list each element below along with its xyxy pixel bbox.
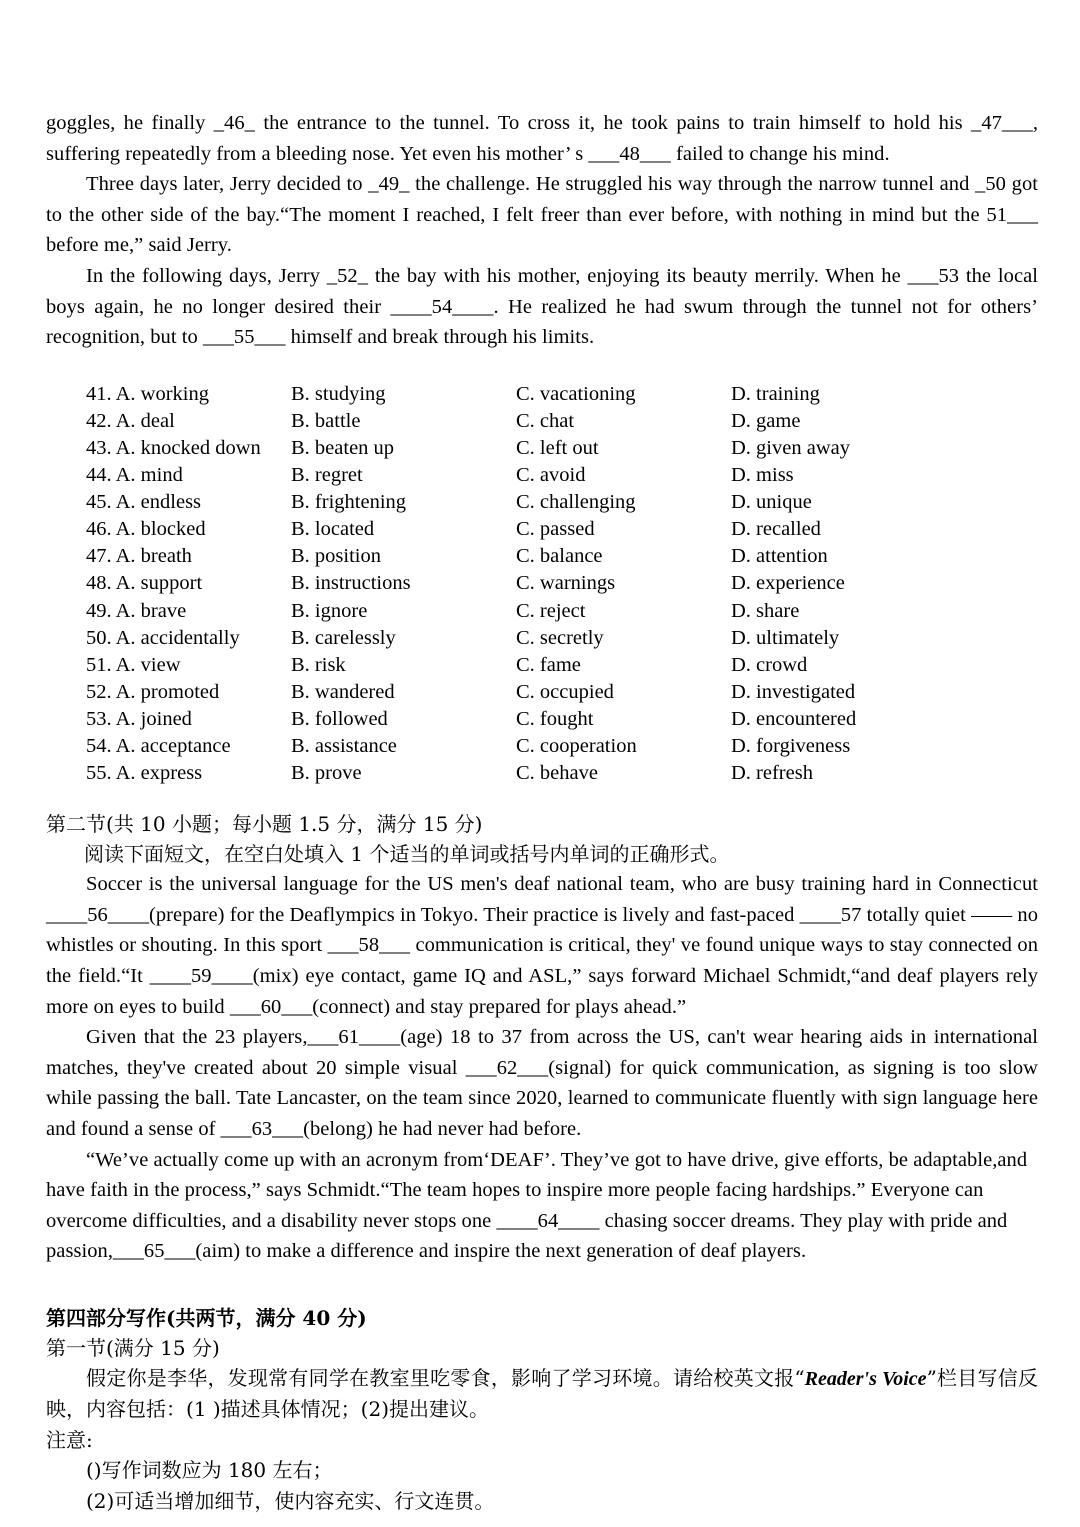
mc-option-a[interactable]: 46. A. blocked [86,518,206,541]
mc-option-c[interactable]: C. passed [516,518,595,541]
mc-option-d[interactable]: D. unique [731,491,812,514]
multiple-choice-row [86,543,1038,570]
mc-option-c[interactable]: C. avoid [516,464,586,487]
mc-option-a[interactable]: 42. A. deal [86,409,175,432]
section-four-subheading: 第一节(满分 15 分) [46,1335,220,1360]
multiple-choice-row [86,733,1038,760]
mc-option-b[interactable]: B. battle [291,409,361,432]
mc-option-c[interactable]: C. fought [516,707,594,730]
mc-option-c[interactable]: C. behave [516,762,598,785]
mc-option-d[interactable]: D. game [731,409,801,432]
mc-option-d[interactable]: D. experience [731,572,845,595]
mc-option-d[interactable]: D. investigated [731,680,856,703]
mc-option-d[interactable]: D. crowd [731,653,808,676]
section-four [46,1303,1038,1517]
cloze-paragraph-2: Three days later, Jerry decided to _49_ the challenge. He struggled his way through the narrow tunnel and _50 got to the other side of the bay.“The moment I reached, I felt freer than ever before, with nothing in mind but the 51___ before me,” said Jerry. [46,173,1038,257]
mc-option-a[interactable]: 47. A. breath [86,545,192,568]
note-item-1: ()写作词数应为 180 左右； [86,1458,333,1483]
mc-option-d[interactable]: D. attention [731,545,828,568]
mc-option-b[interactable]: B. frightening [291,491,407,514]
mc-option-d[interactable]: D. ultimately [731,626,840,649]
section-two-paragraph-2: Given that the 23 players,___61____(age) 18 to 37 from across the US, can't wear hearing aids in international matches, they've created about 20 simple visual ___62___(signal) for quick communication, as signing is too slow while passing the ball. Tate Lancaster, on the team since 2020, learned to communicate fluently with sign language here and found a sense of ___63___(belong) he had never had before. [46,1026,1038,1140]
mc-option-c[interactable]: C. warnings [516,572,616,595]
mc-option-b[interactable]: B. instructions [291,572,411,595]
section-two-heading: 第二节(共 10 小题；每小题 1.5 分，满分 15 分) [46,812,483,837]
mc-option-c[interactable]: C. occupied [516,680,614,703]
multiple-choice-row [86,489,1038,516]
mc-option-d[interactable]: D. given away [731,436,850,459]
cloze-passage [46,108,1038,353]
mc-option-d[interactable]: D. share [731,599,800,622]
note-item-2: (2)可适当增加细节，使内容充实、行文连贯。 [86,1488,495,1513]
writing-prompt [46,1363,1038,1425]
mc-option-c[interactable]: C. reject [516,599,586,622]
mc-option-a[interactable]: 48. A. support [86,572,203,595]
cloze-paragraph-3: In the following days, Jerry _52_ the bay with his mother, enjoying its beauty merrily. When he ___53 the local boys again, he no longer desired their ____54____. He realized he had swum through the tunnel not for others’ recognition, but to ___55___ himself and break through his limits. [46,264,1038,349]
multiple-choice-row [86,435,1038,462]
multiple-choice-row [86,516,1038,543]
mc-option-d[interactable]: D. recalled [731,518,821,541]
mc-option-c[interactable]: C. secretly [516,626,604,649]
mc-option-a[interactable]: 49. A. brave [86,599,187,622]
section-two [46,809,1038,1267]
mc-option-b[interactable]: B. ignore [291,599,368,622]
mc-option-b[interactable]: B. risk [291,653,346,676]
multiple-choice-row [86,652,1038,679]
multiple-choice-row [86,381,1038,408]
mc-option-c[interactable]: C. vacationing [516,382,636,405]
mc-option-c[interactable]: C. fame [516,653,581,676]
section-four-heading: 第四部分写作(共两节，满分 40 分) [46,1305,367,1330]
writing-prompt-part2: ”栏目写信反映，内容包括：(1 )描述具体情况；(2)提出建议。 [46,1365,1038,1422]
mc-option-b[interactable]: B. position [291,545,381,568]
section-two-instruction: 阅读下面短文，在空白处填入 1 个适当的单词或括号内单词的正确形式。 [84,842,730,867]
section-two-paragraph-1: Soccer is the universal language for the US men's deaf national team, who are busy training hard in Connecticut ____56____(prepare) for the Deaflympics in Tokyo. Their practice is lively and fast-paced ____57 totally quiet —— no whistles or shouting. In this sport ___58___ communication is critical, they' ve found unique ways to stay connected on the field.“It ____59____(mix) eye contact, game IQ and ASL,” says forward Michael Schmidt,“and deaf players rely more on eyes to build ___60___(connect) and stay prepared for plays ahead.” [46,873,1038,1018]
mc-option-a[interactable]: 55. A. express [86,762,203,785]
mc-option-b[interactable]: B. carelessly [291,626,396,649]
multiple-choice-row [86,760,1038,787]
mc-option-d[interactable]: D. miss [731,464,794,487]
mc-option-b[interactable]: B. followed [291,707,388,730]
mc-option-c[interactable]: C. cooperation [516,734,637,757]
mc-option-c[interactable]: C. challenging [516,491,636,514]
mc-option-b[interactable]: B. studying [291,382,386,405]
writing-prompt-emphasis: Reader's Voice [804,1367,927,1390]
mc-option-a[interactable]: 45. A. endless [86,491,202,514]
mc-option-a[interactable]: 54. A. acceptance [86,734,231,757]
mc-option-d[interactable]: D. training [731,382,820,405]
multiple-choice-row [86,408,1038,435]
mc-option-d[interactable]: D. forgiveness [731,734,851,757]
mc-option-c[interactable]: C. balance [516,545,603,568]
mc-option-b[interactable]: B. assistance [291,734,397,757]
mc-option-b[interactable]: B. located [291,518,375,541]
mc-option-a[interactable]: 52. A. promoted [86,680,220,703]
multiple-choice-row [86,625,1038,652]
multiple-choice-list [86,381,1038,787]
mc-option-b[interactable]: B. regret [291,464,363,487]
multiple-choice-row [86,598,1038,625]
multiple-choice-row [86,462,1038,489]
mc-option-c[interactable]: C. left out [516,436,599,459]
mc-option-a[interactable]: 41. A. working [86,382,209,405]
multiple-choice-row [86,706,1038,733]
notes-label: 注意: [46,1427,93,1452]
mc-option-a[interactable]: 51. A. view [86,653,181,676]
multiple-choice-row [86,679,1038,706]
mc-option-a[interactable]: 53. A. joined [86,707,192,730]
mc-option-a[interactable]: 44. A. mind [86,464,183,487]
mc-option-a[interactable]: 50. A. accidentally [86,626,240,649]
section-two-paragraph-3: “We’ve actually come up with an acronym from‘DEAF’. They’ve got to have drive, give efforts, be adaptable,and have faith in the process,” says Schmidt.“The team hopes to inspire more people facing hardships.” Everyone can overcome difficulties, and a disability never stops one ____64____ chasing soccer dreams. They play with pride and passion,___65___(aim) to make a difference and inspire the next generation of deaf players. [46,1148,1028,1263]
mc-option-d[interactable]: D. refresh [731,762,813,785]
mc-option-d[interactable]: D. encountered [731,707,857,730]
writing-prompt-part1: 假定你是李华，发现常有同学在教室里吃零食，影响了学习环境。请给校英文报“ [86,1365,805,1390]
mc-option-b[interactable]: B. prove [291,762,362,785]
mc-option-a[interactable]: 43. A. knocked down [86,436,261,459]
mc-option-b[interactable]: B. wandered [291,680,395,703]
multiple-choice-row [86,570,1038,597]
mc-option-c[interactable]: C. chat [516,409,575,432]
cloze-paragraph-1: goggles, he finally _46_ the entrance to the tunnel. To cross it, he took pains to train himself to hold his _47___, suffering repeatedly from a bleeding nose. Yet even his mother’ s ___48___ failed to change his mind. [46,112,1038,165]
mc-option-b[interactable]: B. beaten up [291,436,395,459]
